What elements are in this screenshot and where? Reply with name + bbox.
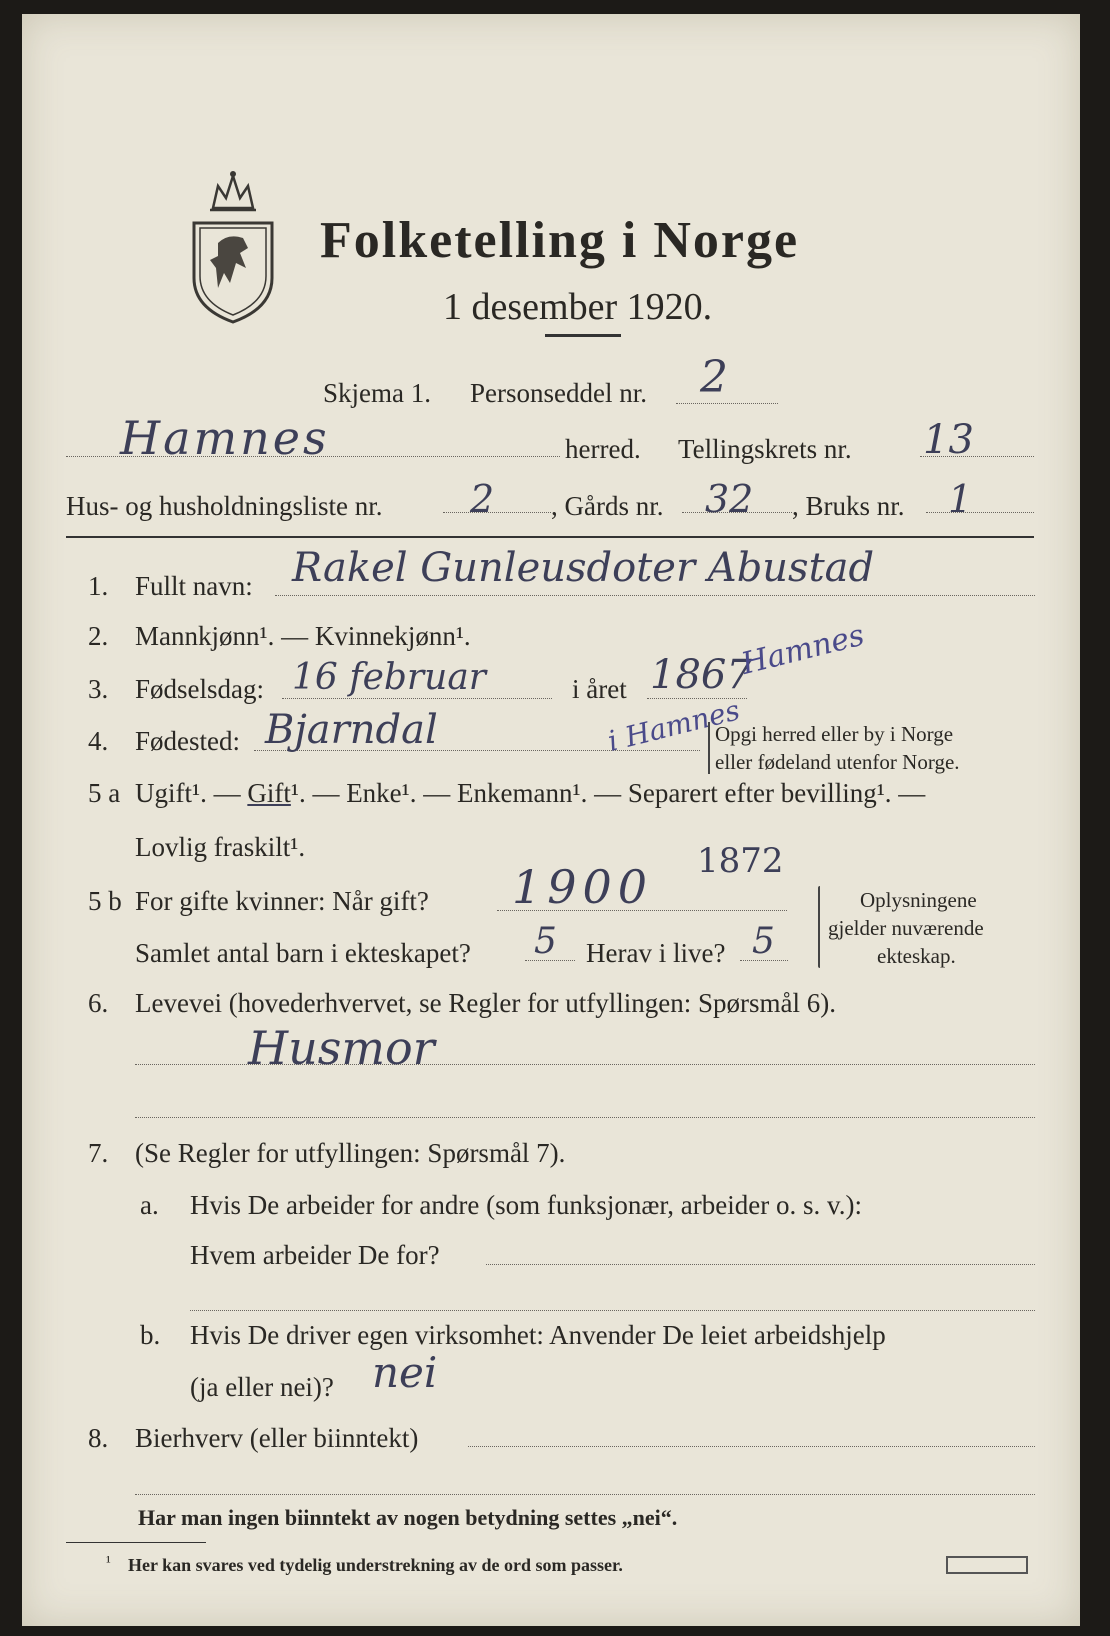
q1-label: Fullt navn: [135, 571, 253, 601]
q4-extra-note: i Hamnes [604, 693, 743, 758]
q5b-married-year[interactable]: 1900 [512, 860, 654, 914]
gards-value[interactable]: 32 [705, 477, 754, 521]
q5b-label: For gifte kvinner: Når gift? [135, 886, 429, 916]
q7b-label2: (ja eller nei)? [190, 1372, 334, 1402]
q2-label: Mannkjønn¹. — Kvinnekjønn¹. [135, 621, 471, 651]
q8-label: Bierhverv (eller biinntekt) [135, 1423, 419, 1453]
q5b-note-line1: Oplysningene [860, 888, 977, 912]
q5b-alive-label: Herav i live? [586, 938, 726, 968]
q5a-line1 [135, 780, 925, 807]
q4-number: 4. [88, 726, 109, 756]
section-divider [66, 536, 1034, 538]
q5b-note-line2: gjelder nuværende [828, 916, 984, 940]
q5b-children-label: Samlet antal barn i ekteskapet? [135, 938, 471, 968]
q3-extra-note: Hamnes [738, 617, 868, 682]
q1-number: 1. [88, 571, 109, 601]
q5b-note-line3: ekteskap. [877, 944, 956, 968]
q4-label: Fødested: [135, 726, 240, 756]
q7a-line2 [190, 1310, 1035, 1311]
q5b-extra-year: 1872 [697, 841, 784, 881]
q7b-letter: b. [140, 1320, 161, 1350]
q6-number: 6. [88, 988, 109, 1018]
footer-note: Har man ingen biinntekt av nogen betydning settes „nei“. [138, 1505, 678, 1530]
q4-birthplace[interactable]: Bjarndal [265, 707, 438, 753]
tellingskrets-label: Tellingskrets nr. [678, 434, 852, 464]
q5a-gift-option[interactable]: Gift [247, 778, 291, 808]
personseddel-label: Personseddel nr. [470, 378, 647, 408]
q5b-children-value[interactable]: 5 [534, 921, 557, 962]
q7-number: 7. [88, 1138, 109, 1168]
q3-birth-day[interactable]: 16 februar [292, 657, 486, 698]
schema-label: Skjema 1. [323, 378, 431, 408]
printer-stamp-icon [946, 1556, 1028, 1574]
q5a-pre: Ugift¹. — [135, 778, 248, 808]
q8-number: 8. [88, 1423, 109, 1453]
q6-occupation[interactable]: Husmor [248, 1021, 435, 1075]
q4-note-line1: Opgi herred eller by i Norge [715, 722, 954, 746]
q3-birth-year[interactable]: 1867 [650, 652, 752, 698]
herred-value[interactable]: Hamnes [120, 411, 330, 465]
q2-number: 2. [88, 621, 109, 651]
hus-value[interactable]: 2 [470, 477, 495, 521]
q7a-label2: Hvem arbeider De for? [190, 1240, 440, 1270]
q5a-line2: Lovlig fraskilt¹. [135, 832, 306, 862]
q3-number: 3. [88, 674, 109, 704]
hus-label: Hus- og husholdningsliste nr. [66, 491, 383, 521]
title-divider [545, 334, 621, 337]
q7a-label: Hvis De arbeider for andre (som funksjonær, arbeider o. s. v.): [190, 1190, 862, 1220]
q6-line2 [135, 1117, 1035, 1118]
q4-note-line2: eller fødeland utenfor Norge. [715, 750, 960, 774]
gards-label: , Gårds nr. [551, 491, 664, 521]
footnote-divider [66, 1542, 206, 1543]
q3-day-line [282, 698, 552, 699]
q1-line [275, 595, 1035, 596]
q5b-alive-value[interactable]: 5 [752, 921, 775, 962]
herred-label: herred. [565, 434, 641, 464]
q3-label: Fødselsdag: [135, 674, 265, 704]
norwegian-coat-of-arms-icon [188, 168, 278, 324]
hus-line [443, 512, 551, 513]
q8-line1 [468, 1446, 1035, 1447]
q5b-number: 5 b [88, 886, 122, 916]
q8-line2 [135, 1494, 1035, 1495]
form-date: 1 desember 1920. [443, 286, 713, 328]
tellingskrets-value[interactable]: 13 [923, 417, 974, 463]
q1-full-name[interactable]: Rakel Gunleusdoter Abustad [292, 545, 875, 591]
q7a-letter: a. [140, 1190, 159, 1220]
q7b-value[interactable]: nei [372, 1348, 438, 1397]
bruks-line [926, 512, 1034, 513]
bruks-value[interactable]: 1 [948, 477, 973, 521]
q5a-number: 5 a [88, 778, 121, 808]
bruks-label: , Bruks nr. [792, 491, 905, 521]
q3-year-label: i året [572, 674, 627, 704]
q6-label: Levevei (hovederhvervet, se Regler for utfyllingen: Spørsmål 6). [135, 988, 837, 1018]
footnote-mark: ¹ [106, 1554, 111, 1571]
q7-label: (Se Regler for utfyllingen: Spørsmål 7). [135, 1138, 566, 1168]
q4-brace [708, 722, 710, 774]
footnote-text: Her kan svares ved tydelig understrekning av de ord som passer. [128, 1555, 623, 1575]
q5b-brace [818, 886, 820, 968]
personseddel-value[interactable]: 2 [700, 352, 728, 403]
personseddel-line [676, 403, 778, 404]
q5a-post: ¹. — Enke¹. — Enkemann¹. — Separert efter bevilling¹. — [290, 778, 926, 808]
form-title: Folketelling i Norge [320, 212, 800, 269]
q7b-label: Hvis De driver egen virksomhet: Anvender De leiet arbeidshjelp [190, 1320, 886, 1350]
q7a-line1 [486, 1264, 1035, 1265]
